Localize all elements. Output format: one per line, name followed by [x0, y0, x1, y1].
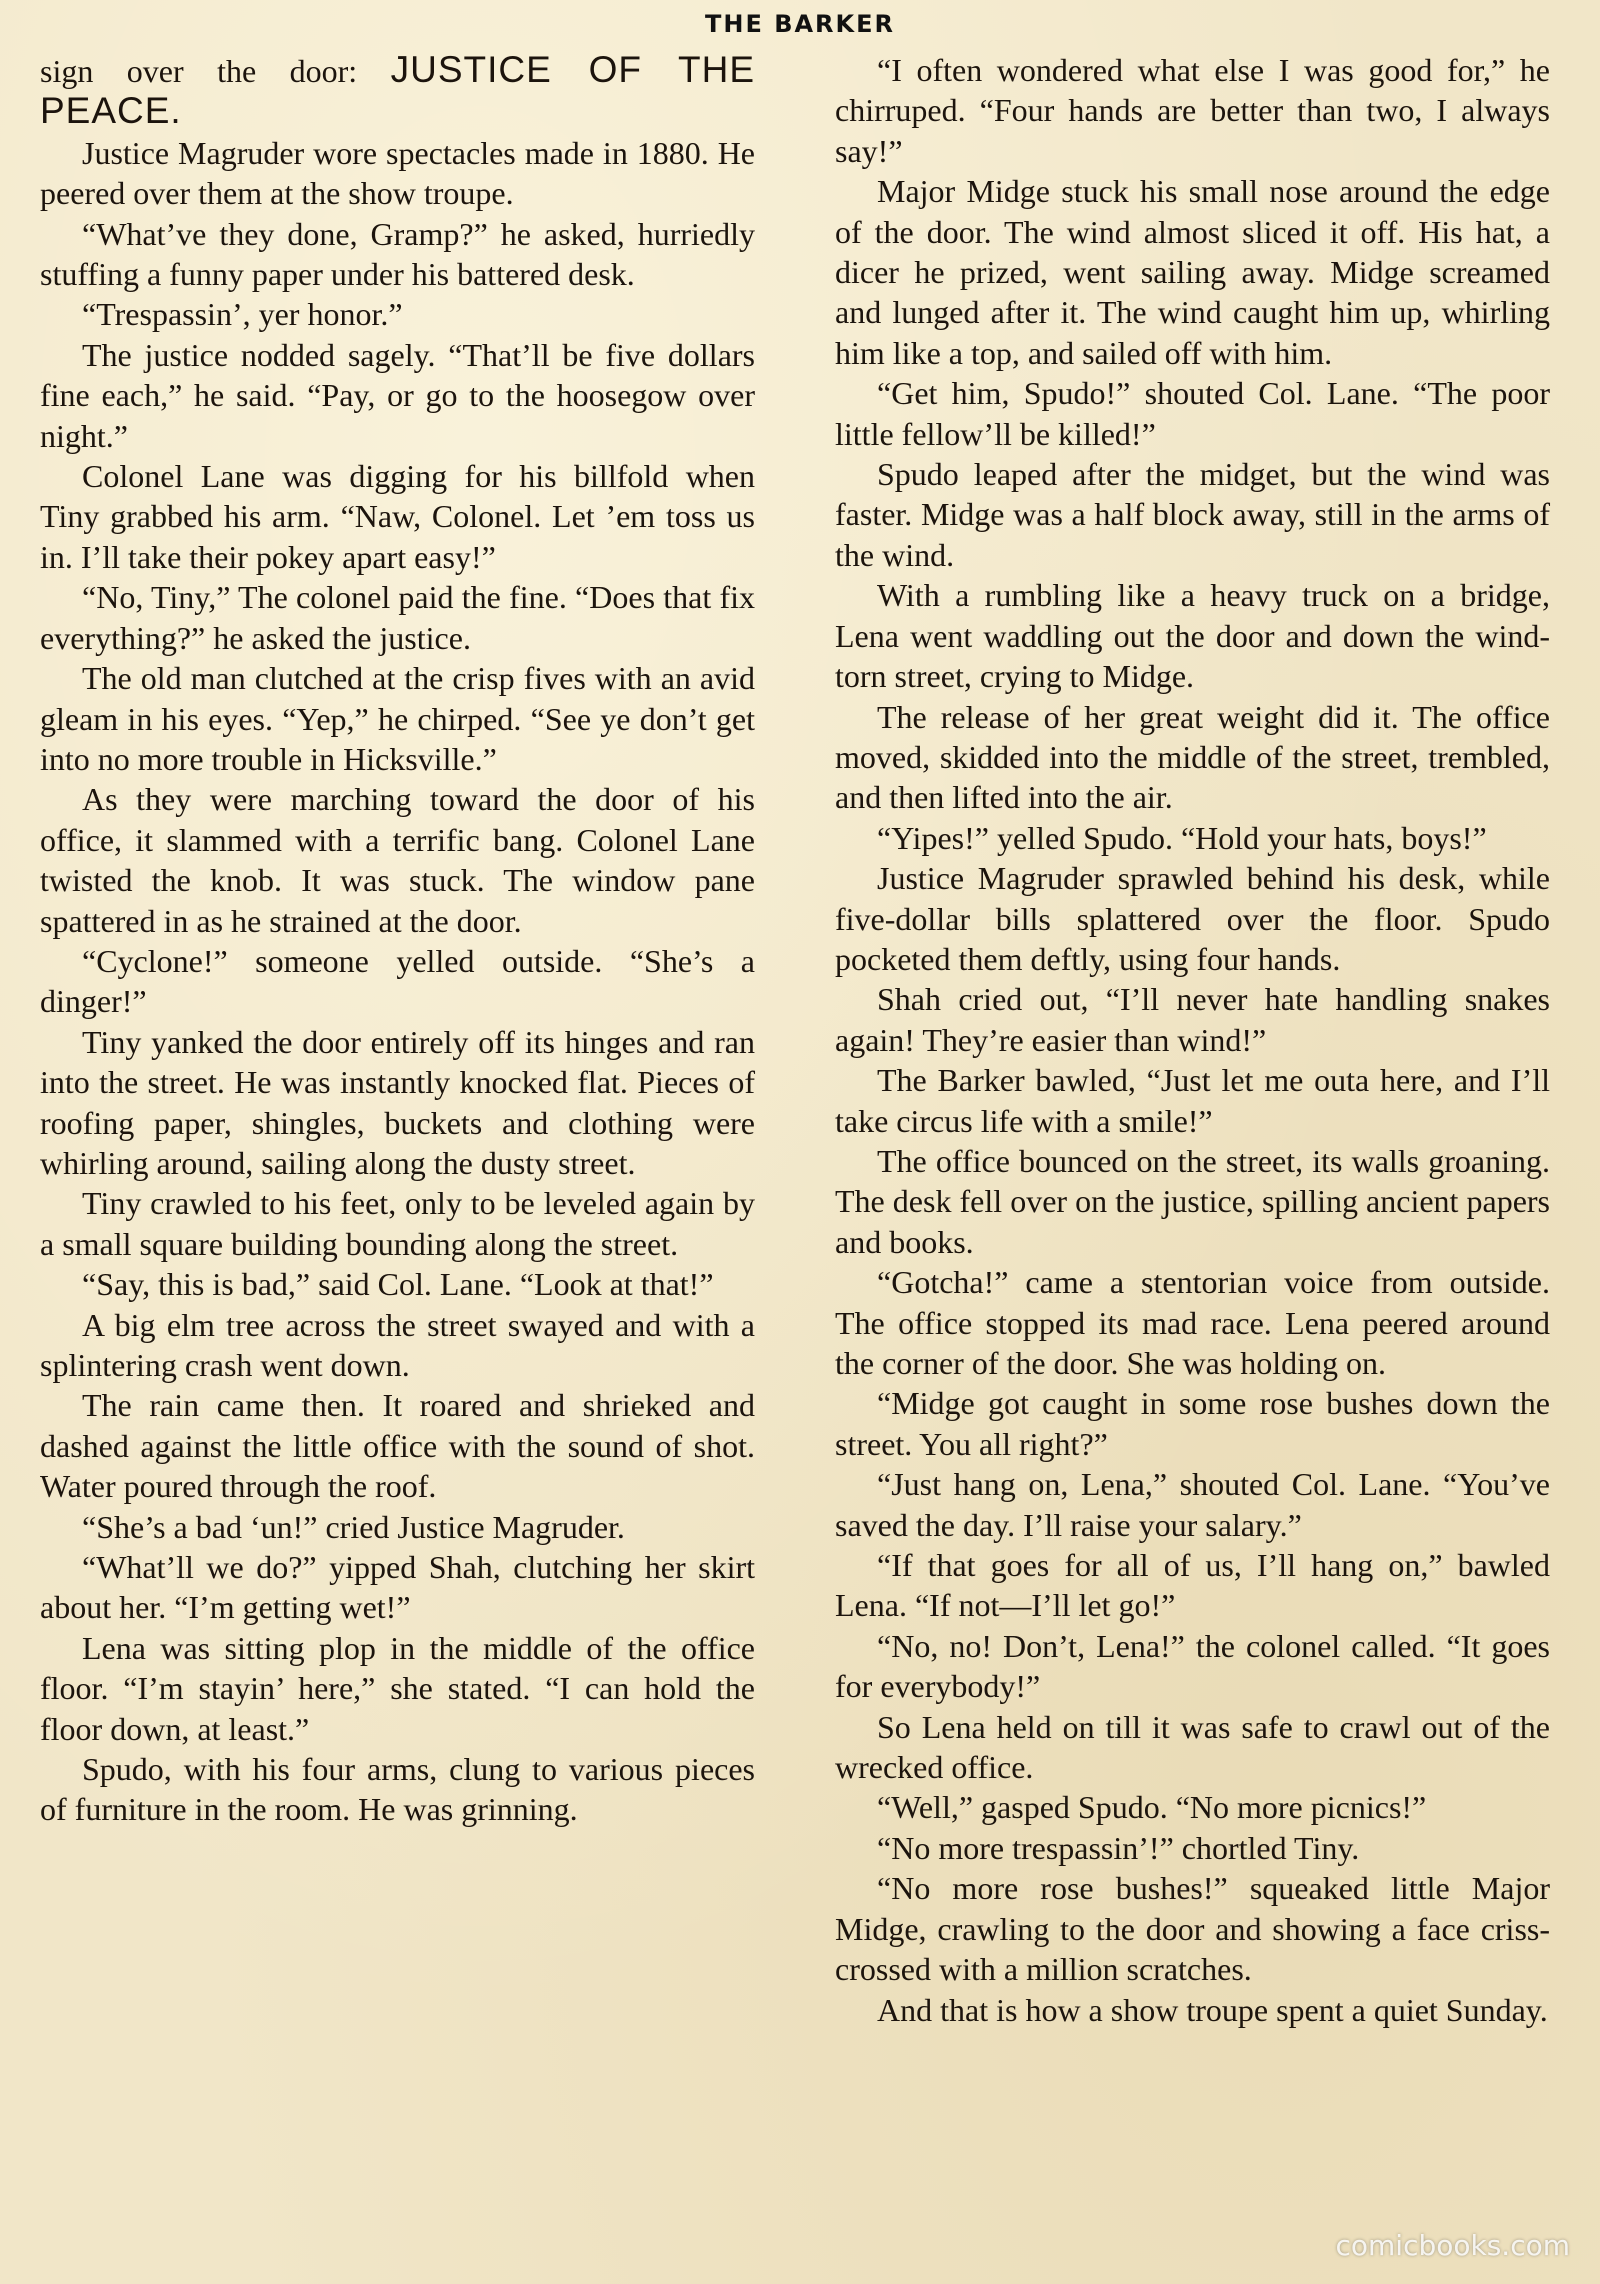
paragraph: Major Midge stuck his small nose around the edge of the door. The wind almost sliced it off. His hat, a dicer he prized, went sailing away. Midge screamed and lunged after it. The wind caught him up, whirling him like a top, and sailed off with him.	[835, 173, 1550, 371]
paragraph: With a rumbling like a heavy truck on a bridge, Lena went waddling out the door and down the wind-torn street, crying to Midge.	[835, 577, 1550, 695]
paragraph: The Barker bawled, “Just let me outa here, and I’ll take circus life with a smile!”	[835, 1062, 1550, 1139]
paragraph: “Cyclone!” someone yelled outside. “She’s a dinger!”	[40, 942, 755, 1020]
paragraph: The justice nodded sagely. “That’ll be five dollars fine each,” he said. “Pay, or go to the hoosegow over night.”	[40, 336, 755, 454]
paragraph: “Get him, Spudo!” shouted Col. Lane. “The poor little fellow’ll be killed!”	[835, 375, 1550, 452]
paragraph: Shah cried out, “I’ll never hate handling snakes again! They’re easier than wind!”	[835, 981, 1550, 1058]
paragraph: “Yipes!” yelled Spudo. “Hold your hats, boys!”	[877, 819, 1487, 856]
paragraph: Justice Magruder sprawled behind his desk, while five-dollar bills splattered over the floor. Spudo pocketed them deftly, using four hands.	[835, 860, 1550, 977]
paragraph: “She’s a bad ‘un!” cried Justice Magruder.	[82, 1508, 625, 1545]
paragraph: “Well,” gasped Spudo. “No more picnics!”	[877, 1789, 1427, 1826]
paragraph: “Trespassin’, yer honor.”	[82, 296, 403, 333]
paragraph: The office bounced on the street, its walls groaning. The desk fell over on the justice, spilling ancient papers and books.	[835, 1142, 1550, 1260]
paragraph: “No more trespassin’!” chortled Tiny.	[877, 1829, 1360, 1866]
paragraph: A big elm tree across the street swayed and with a splintering crash went down.	[40, 1306, 755, 1383]
paragraph: “What’ll we do?” yipped Shah, clutching her skirt about her. “I’m getting wet!”	[40, 1549, 755, 1626]
watermark-text: comicbooks.com	[1335, 2229, 1570, 2262]
page-header: THE BARKER	[704, 10, 896, 38]
paragraph: Justice Magruder wore spectacles made in 1880. He peered over them at the show troupe.	[40, 134, 755, 212]
paragraph: Lena was sitting plop in the middle of the office floor. “I’m stayin’ here,” she stated. “I can hold the floor down, at least.”	[40, 1629, 755, 1747]
paragraph: “No more rose bushes!” squeaked little Major Midge, crawling to the door and showing a face criss-crossed with a million scratches.	[835, 1870, 1550, 1988]
paragraph: Tiny crawled to his feet, only to be leveled again by a small square building bounding along the street.	[40, 1185, 755, 1262]
paragraph: The rain came then. It roared and shrieked and dashed against the little office with the sound of shot. Water poured through the roof.	[40, 1387, 755, 1505]
paragraph: Spudo leaped after the midget, but the wind was faster. Midge was a half block away, still in the arms of the wind.	[835, 456, 1550, 573]
paragraph: “Gotcha!” came a stentorian voice from outside. The office stopped its mad race. Lena peered around the corner of the door. She was holding on.	[835, 1264, 1550, 1381]
left-column	[40, 50, 755, 1830]
opening-text: sign over the door:	[40, 53, 391, 89]
paragraph: “Midge got caught in some rose bushes down the street. You all right?”	[835, 1385, 1550, 1462]
paragraph: “No, Tiny,” The colonel paid the fine. “Does that fix everything?” he asked the justice.	[40, 579, 755, 656]
paragraph: “If that goes for all of us, I’ll hang on,” bawled Lena. “If not—I’ll let go!”	[835, 1547, 1550, 1624]
paragraph: The old man clutched at the crisp fives with an avid gleam in his eyes. “Yep,” he chirped. “See ye don’t get into no more trouble in Hicksville.”	[40, 660, 755, 777]
paragraph: The release of her great weight did it. The office moved, skidded into the middle of the street, trembled, and then lifted into the air.	[835, 698, 1550, 816]
opening-paragraph	[40, 50, 755, 133]
paragraph: “No, no! Don’t, Lena!” the colonel called. “It goes for everybody!”	[835, 1627, 1550, 1705]
paragraph: Colonel Lane was digging for his billfold when Tiny grabbed his arm. “Naw, Colonel. Let ’em toss us in. I’ll take their pokey apart easy!”	[40, 458, 755, 575]
paragraph: And that is how a show troupe spent a quiet Sunday.	[877, 1991, 1548, 2028]
paragraph: As they were marching toward the door of his office, it slammed with a terrific bang. Colonel Lane twisted the knob. It was stuck. The window pane spattered in as he strained at the door.	[40, 781, 755, 939]
paragraph: “Say, this is bad,” said Col. Lane. “Look at that!”	[82, 1266, 714, 1303]
right-column	[835, 50, 1550, 2030]
paragraph: Tiny yanked the door entirely off its hinges and ran into the street. He was instantly knocked flat. Pieces of roofing paper, shingles, buckets and clothing were whirling around, sailing along the dusty street.	[40, 1023, 755, 1181]
paragraph: Spudo, with his four arms, clung to various pieces of furniture in the room. He was grinning.	[40, 1751, 755, 1828]
paragraph: “What’ve they done, Gramp?” he asked, hurriedly stuffing a funny paper under his battered desk.	[40, 215, 755, 293]
paragraph: “I often wondered what else I was good for,” he chirruped. “Four hands are better than two, I always say!”	[835, 52, 1550, 169]
paragraph: “Just hang on, Lena,” shouted Col. Lane. “You’ve saved the day. I’ll raise your salary.”	[835, 1466, 1550, 1543]
door-sign-text: JUSTICE OF THE PEACE.	[40, 49, 756, 132]
paragraph: So Lena held on till it was safe to crawl out of the wrecked office.	[835, 1708, 1550, 1786]
